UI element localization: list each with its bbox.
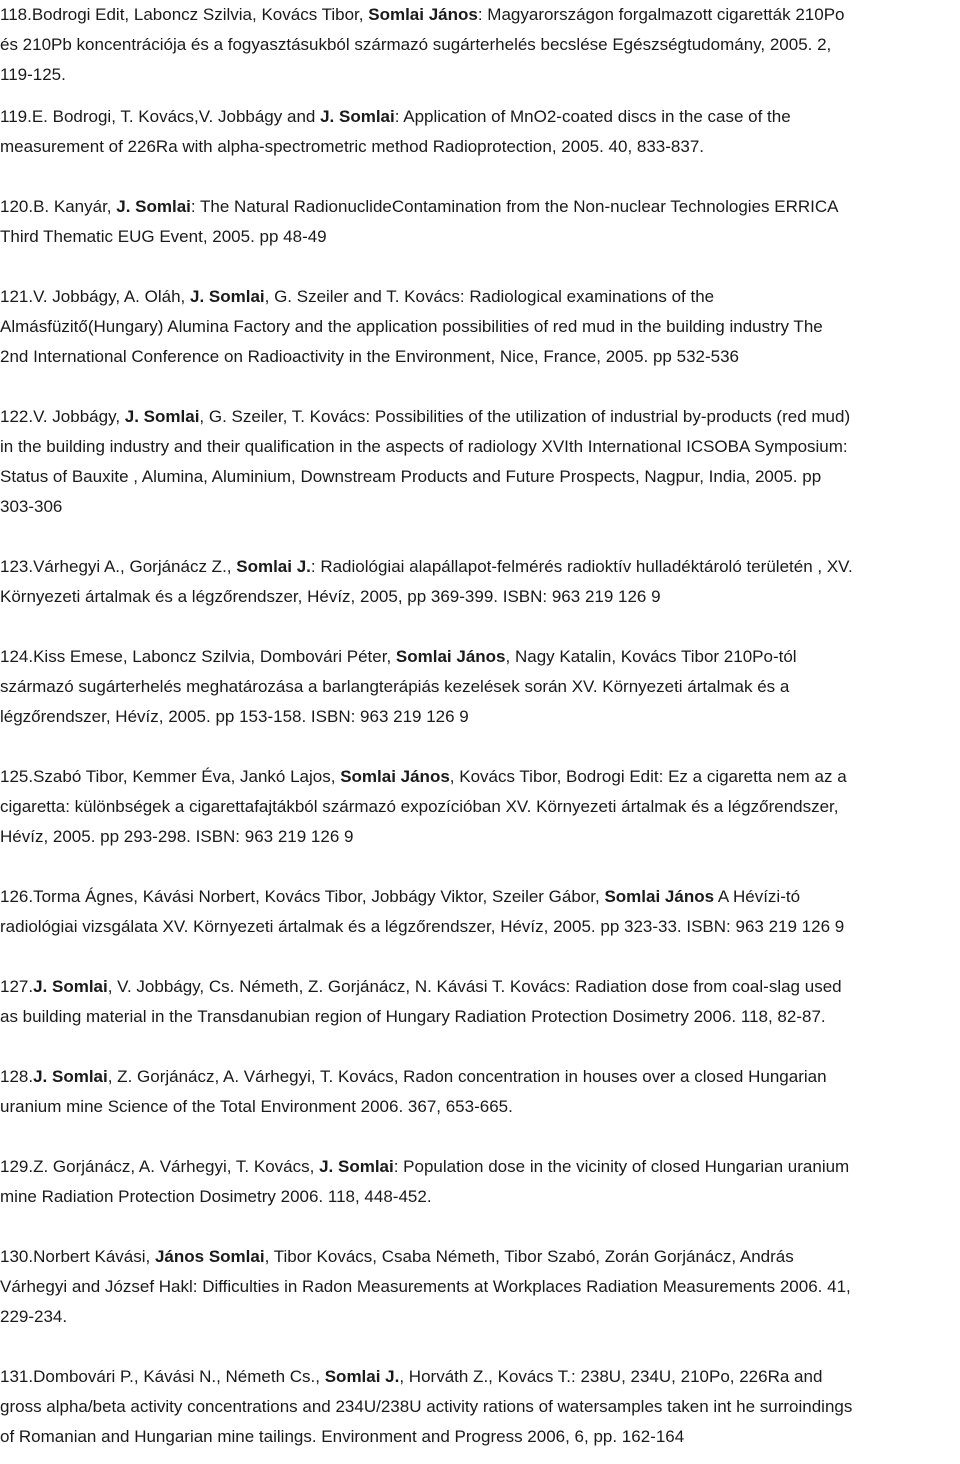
author-highlight: J. Somlai: [124, 407, 200, 426]
reference-text: : Application of MnO2-coated discs in the case of the: [394, 107, 791, 126]
reference-text: : Radiológiai alapállapot-felmérés radioktív hulladéktároló területén , XV.: [310, 557, 853, 576]
ref-130: [0, 1242, 960, 1332]
reference-line: [0, 432, 960, 462]
reference-text: 118.Bodrogi Edit, Laboncz Szilvia, Kovács Tibor,: [0, 5, 369, 24]
reference-line: [0, 1242, 960, 1272]
reference-text: 2nd International Conference on Radioactivity in the Environment, Nice, France, 2005. pp 532-536: [0, 347, 740, 366]
reference-text: 119-125.: [0, 65, 66, 84]
reference-text: : Magyarországon forgalmazott cigaretták 210Po: [477, 5, 845, 24]
author-highlight: Somlai J.: [236, 557, 311, 576]
reference-line: [0, 792, 960, 822]
reference-line: [0, 762, 960, 792]
reference-line: [0, 672, 960, 702]
author-highlight: Somlai János: [604, 887, 715, 906]
reference-text: Status of Bauxite , Alumina, Aluminium, Downstream Products and Future Prospects, Nagpur, India, 2005. pp: [0, 467, 822, 486]
reference-text: of Romanian and Hungarian mine tailings. Environment and Progress 2006, 6, pp. 162-164: [0, 1427, 685, 1446]
reference-line: [0, 912, 960, 942]
reference-text: 120.B. Kanyár,: [0, 197, 117, 216]
reference-text: , Nagy Katalin, Kovács Tibor 210Po-tól: [505, 647, 797, 666]
reference-text: : Population dose in the vicinity of closed Hungarian uranium: [393, 1157, 850, 1176]
reference-text: A Hévízi-tó: [714, 887, 801, 906]
reference-line: [0, 1182, 960, 1212]
reference-line: [0, 552, 960, 582]
reference-text: , G. Szeiler and T. Kovács: Radiological examinations of the: [264, 287, 715, 306]
reference-line: [0, 1152, 960, 1182]
ref-125: [0, 762, 960, 852]
reference-text: Almásfüzitő(Hungary) Alumina Factory and the application possibilities of red mud in the building industry The: [0, 317, 823, 336]
reference-text: 122.V. Jobbágy,: [0, 407, 125, 426]
reference-text: 229-234.: [0, 1307, 68, 1326]
reference-line: [0, 1272, 960, 1302]
reference-line: [0, 102, 960, 132]
reference-line: [0, 1362, 960, 1392]
reference-text: Third Thematic EUG Event, 2005. pp 48-49: [0, 227, 327, 246]
reference-text: 121.V. Jobbágy, A. Oláh,: [0, 287, 190, 306]
reference-text: 128.: [0, 1067, 34, 1086]
reference-text: légzőrendszer, Hévíz, 2005. pp 153-158. ISBN: 963 219 126 9: [0, 707, 469, 726]
reference-text: 125.Szabó Tibor, Kemmer Éva, Jankó Lajos,: [0, 767, 341, 786]
reference-line: [0, 132, 960, 162]
reference-line: [0, 342, 960, 372]
ref-119: [0, 102, 960, 162]
reference-text: , Tibor Kovács, Csaba Németh, Tibor Szabó, Zorán Gorjánácz, András: [264, 1247, 794, 1266]
ref-126: [0, 882, 960, 942]
reference-line: [0, 1302, 960, 1332]
reference-text: uranium mine Science of the Total Environment 2006. 367, 653-665.: [0, 1097, 513, 1116]
reference-text: , Horváth Z., Kovács T.: 238U, 234U, 210Po, 226Ra and: [399, 1367, 823, 1386]
reference-text: , V. Jobbágy, Cs. Németh, Z. Gorjánácz, N. Kávási T. Kovács: Radiation dose from coal-slag used: [107, 977, 842, 996]
reference-line: [0, 30, 960, 60]
reference-line: [0, 882, 960, 912]
reference-line: [0, 282, 960, 312]
author-highlight: Somlai János: [368, 5, 478, 24]
reference-text: 119.E. Bodrogi, T. Kovács,V. Jobbágy and: [0, 107, 321, 126]
reference-text: származó sugárterhelés meghatározása a barlangterápiás kezelések során XV. Környezeti ártalmak és a: [0, 677, 790, 696]
reference-text: 127.: [0, 977, 34, 996]
ref-122: [0, 402, 960, 522]
reference-line: [0, 1002, 960, 1032]
reference-line: [0, 402, 960, 432]
reference-text: 131.Dombovári P., Kávási N., Németh Cs.,: [0, 1367, 325, 1386]
author-highlight: J. Somlai: [33, 1067, 108, 1086]
reference-line: [0, 462, 960, 492]
reference-line: [0, 702, 960, 732]
reference-line: [0, 822, 960, 852]
reference-text: 303-306: [0, 497, 63, 516]
author-highlight: Somlai János: [340, 767, 450, 786]
reference-line: [0, 492, 960, 522]
reference-text: Hévíz, 2005. pp 293-298. ISBN: 963 219 126 9: [0, 827, 354, 846]
reference-line: [0, 1092, 960, 1122]
reference-text: , Z. Gorjánácz, A. Várhegyi, T. Kovács, Radon concentration in houses over a closed Hungarian: [107, 1067, 827, 1086]
reference-line: [0, 192, 960, 222]
reference-text: mine Radiation Protection Dosimetry 2006. 118, 448-452.: [0, 1187, 432, 1206]
reference-text: Várhegyi and József Hakl: Difficulties in Radon Measurements at Workplaces Radiation Measurements 2006. 41,: [0, 1277, 851, 1296]
reference-text: 123.Várhegyi A., Gorjánácz Z.,: [0, 557, 237, 576]
ref-120: [0, 192, 960, 252]
reference-line: [0, 972, 960, 1002]
reference-line: [0, 582, 960, 612]
reference-text: , G. Szeiler, T. Kovács: Possibilities of the utilization of industrial by-products (red mud): [199, 407, 851, 426]
reference-text: radiológiai vizsgálata XV. Környezeti ártalmak és a légzőrendszer, Hévíz, 2005. pp 323-33. ISBN: 963 219 126 9: [0, 917, 845, 936]
reference-line: [0, 1422, 960, 1452]
reference-line: [0, 222, 960, 252]
reference-text: 126.Torma Ágnes, Kávási Norbert, Kovács Tibor, Jobbágy Viktor, Szeiler Gábor,: [0, 887, 605, 906]
reference-line: [0, 642, 960, 672]
author-highlight: Somlai János: [395, 647, 506, 666]
ref-121: [0, 282, 960, 372]
reference-line: [0, 1062, 960, 1092]
reference-text: Környezeti ártalmak és a légzőrendszer, Hévíz, 2005, pp 369-399. ISBN: 963 219 126 9: [0, 587, 661, 606]
ref-118: [0, 0, 960, 90]
author-highlight: J. Somlai: [189, 287, 265, 306]
reference-line: [0, 60, 960, 90]
reference-text: as building material in the Transdanubian region of Hungary Radiation Protection Dosimetry 2006. 118, 82-87.: [0, 1007, 826, 1026]
ref-127: [0, 972, 960, 1032]
reference-text: cigaretta: különbségek a cigarettafajtákból származó expozícióban XV. Környezeti ártalmak és a légzőrendszer,: [0, 797, 839, 816]
ref-131: [0, 1362, 960, 1452]
reference-line: [0, 1392, 960, 1422]
reference-text: gross alpha/beta activity concentrations and 234U/238U activity rations of watersamples taken int he surroindings: [0, 1397, 853, 1416]
reference-text: , Kovács Tibor, Bodrogi Edit: Ez a cigaretta nem az a: [449, 767, 847, 786]
ref-129: [0, 1152, 960, 1212]
reference-text: : The Natural RadionuclideContamination from the Non-nuclear Technologies ERRICA: [190, 197, 839, 216]
reference-text: 130.Norbert Kávási,: [0, 1247, 155, 1266]
reference-text: és 210Pb koncentrációja és a fogyasztásukból származó sugárterhelés becslése Egészségtudomány, 2005. 2,: [0, 35, 832, 54]
author-highlight: J. Somlai: [33, 977, 108, 996]
author-highlight: Somlai J.: [324, 1367, 400, 1386]
reference-text: 124.Kiss Emese, Laboncz Szilvia, Dombovári Péter,: [0, 647, 396, 666]
reference-line: [0, 312, 960, 342]
author-highlight: János Somlai: [154, 1247, 265, 1266]
reference-text: in the building industry and their qualification in the aspects of radiology XVIth International ICSOBA Symposium:: [0, 437, 848, 456]
ref-123: [0, 552, 960, 612]
reference-line: [0, 0, 960, 30]
author-highlight: J. Somlai: [319, 1157, 394, 1176]
ref-128: [0, 1062, 960, 1122]
reference-text: measurement of 226Ra with alpha-spectrometric method Radioprotection, 2005. 40, 833-837.: [0, 137, 705, 156]
author-highlight: J. Somlai: [320, 107, 395, 126]
reference-text: 129.Z. Gorjánácz, A. Várhegyi, T. Kovács,: [0, 1157, 320, 1176]
ref-124: [0, 642, 960, 732]
author-highlight: J. Somlai: [116, 197, 191, 216]
